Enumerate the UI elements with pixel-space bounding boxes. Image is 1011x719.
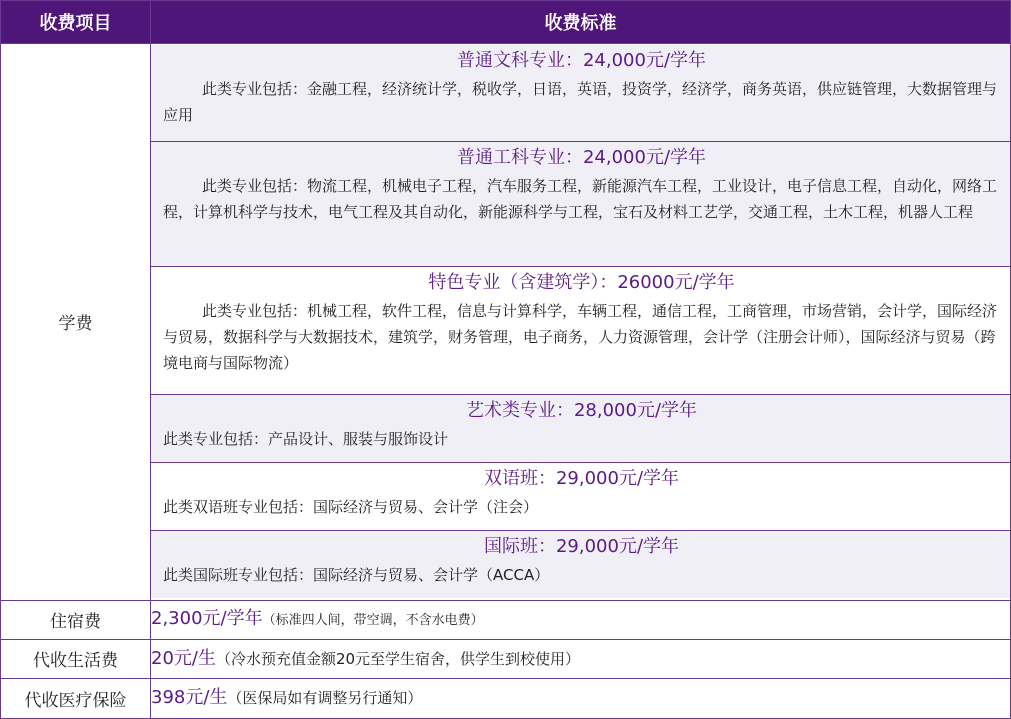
tuition-detail [151,44,1011,601]
header-standard: 收费标准 [151,1,1011,44]
living-row [1,639,1011,678]
medical-price: 398元/生 [151,687,228,709]
major-title: 国际班：29,000元/学年 [483,536,680,558]
major-title: 普通文科专业：24,000元/学年 [456,50,707,72]
accommodation-label: 住宿费 [1,600,151,639]
major-title: 双语班：29,000元/学年 [483,468,680,490]
major-desc: 此类专业包括：产品设计、服装与服饰设计 [163,430,449,449]
major-liberal-arts [151,45,1010,141]
accommodation-row [1,600,1011,639]
header-item: 收费项目 [1,1,151,44]
living-detail [151,639,1011,678]
accommodation-note: （标准四人间，带空调，不含水电费） [262,612,484,628]
major-desc: 此类双语班专业包括：国际经济与贸易、会计学（注会） [163,498,539,517]
major-art [151,394,1010,462]
major-featured [151,266,1010,394]
tuition-row [1,44,1011,601]
major-title: 艺术类专业：28,000元/学年 [465,400,698,422]
living-note: （冷水预充值金额20元至学生宿舍，供学生到校使用） [215,649,581,668]
major-desc: 此类专业包括：物流工程，机械电子工程，汽车服务工程，新能源汽车工程，工业设计，电子信息工程，自动化，网络工程，计算机科学与技术，电气工程及其自动化，新能源科学与工程，宝石及材料工艺学，交通工程，土木工程，机器人工程 [163,177,998,222]
major-desc: 此类专业包括：机械工程，软件工程，信息与计算科学，车辆工程，通信工程，工商管理，市场营销，会计学，国际经济与贸易，数据科学与大数据技术，建筑学，财务管理，电子商务，人力资源管理，会计学（注册会计师），国际经济与贸易（跨境电商与国际物流） [163,302,998,373]
major-title: 普通工科专业：24,000元/学年 [456,147,707,169]
medical-row [1,678,1011,718]
major-bilingual [151,462,1010,530]
header-row [1,1,1011,44]
medical-detail [151,678,1011,718]
medical-note: （医保局如有调整另行通知） [227,689,423,708]
living-price: 20元/生 [151,647,216,669]
major-desc: 此类专业包括：金融工程，经济统计学，税收学，日语，英语，投资学，经济学，商务英语，供应链管理，大数据管理与应用 [163,80,998,125]
living-label: 代收生活费 [1,639,151,678]
major-engineering [151,141,1010,266]
major-title: 特色专业（含建筑学）：26000元/学年 [428,272,735,294]
major-international [151,530,1010,598]
major-desc: 此类国际班专业包括：国际经济与贸易、会计学（ACCA） [163,566,550,585]
accommodation-detail [151,600,1011,639]
tuition-label: 学费 [1,44,151,601]
medical-label: 代收医疗保险 [1,678,151,718]
accommodation-price: 2,300元/学年 [151,607,263,629]
